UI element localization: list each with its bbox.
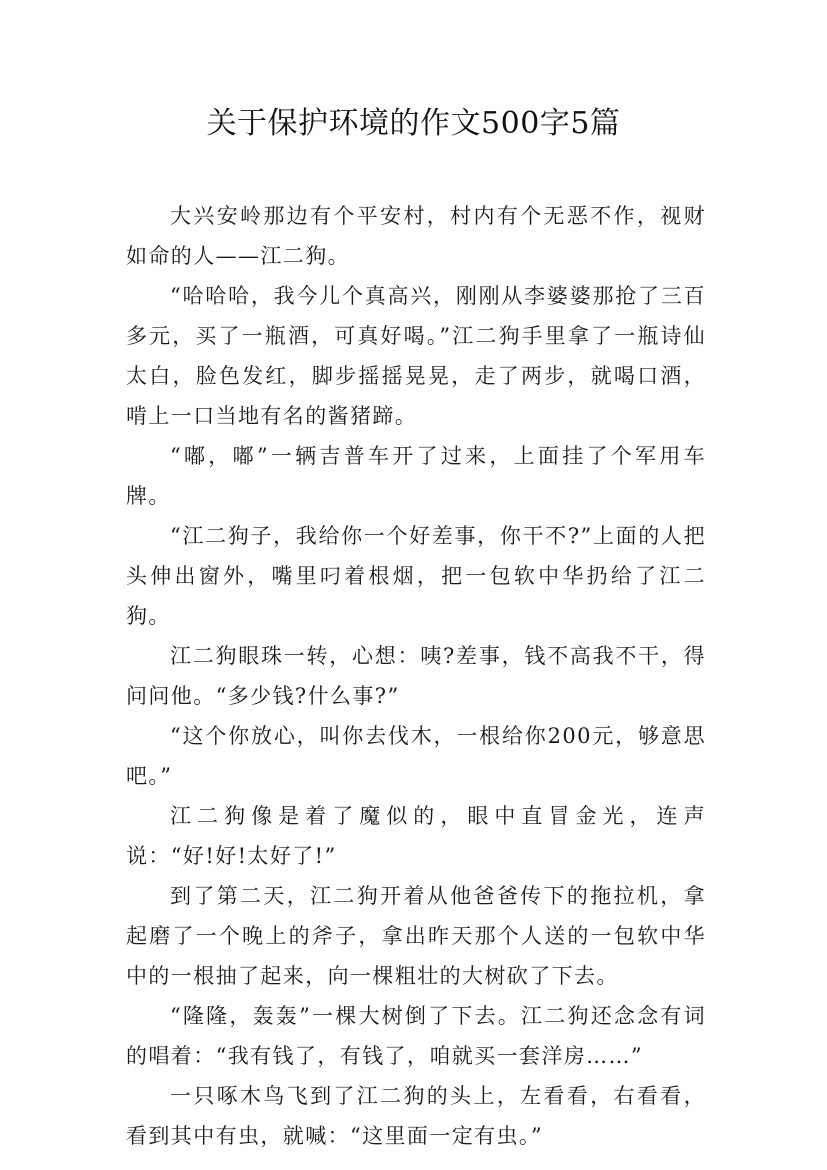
- paragraph: 江二狗像是着了魔似的，眼中直冒金光，连声说：“好!好!太好了!”: [126, 804, 706, 868]
- document-body: [126, 196, 706, 1156]
- document-title: 关于保护环境的作文500字5篇: [206, 106, 621, 141]
- paragraph: “江二狗子，我给你一个好差事，你干不?”上面的人把头伸出窗外，嘴里叼着根烟，把一包软中华扔给了江二狗。: [126, 524, 706, 628]
- paragraph: 大兴安岭那边有个平安村，村内有个无恶不作，视财如命的人——江二狗。: [126, 204, 706, 268]
- paragraph: “隆隆，轰轰”一棵大树倒了下去。江二狗还念念有词的唱着：“我有钱了，有钱了，咱就买一套洋房……”: [126, 1004, 706, 1068]
- paragraph: 江二狗眼珠一转，心想：咦?差事，钱不高我不干，得问问他。“多少钱?什么事?”: [126, 644, 706, 708]
- paragraph: “嘟，嘟”一辆吉普车开了过来，上面挂了个军用车牌。: [126, 444, 706, 508]
- paragraph: “哈哈哈，我今儿个真高兴，刚刚从李婆婆那抢了三百多元，买了一瓶酒，可真好喝。”江二狗手里拿了一瓶诗仙太白，脸色发红，脚步摇摇晃晃，走了两步，就喝口酒，啃上一口当地有名的酱猪蹄。: [126, 284, 706, 428]
- paragraph: 一只啄木鸟飞到了江二狗的头上，左看看，右看看，看到其中有虫，就喊：“这里面一定有虫。”: [126, 1084, 706, 1148]
- paragraph: “这个你放心，叫你去伐木，一根给你200元，够意思吧。”: [126, 724, 706, 788]
- paragraph: 到了第二天，江二狗开着从他爸爸传下的拖拉机，拿起磨了一个晚上的斧子，拿出昨天那个人送的一包软中华中的一根抽了起来，向一棵粗壮的大树砍了下去。: [126, 884, 706, 988]
